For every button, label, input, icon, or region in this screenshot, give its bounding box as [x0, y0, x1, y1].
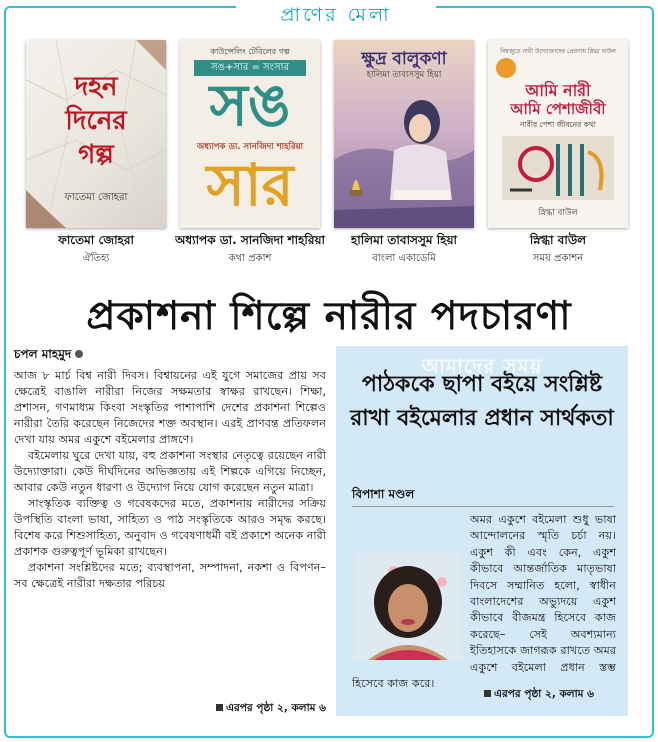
- book-author: স্নিগ্ধা বাউল: [529, 233, 587, 247]
- cover-big-top: সঙ: [209, 71, 291, 139]
- author-photo: [354, 552, 462, 660]
- square-bullet-icon: [484, 690, 491, 697]
- left-continued: [212, 701, 326, 718]
- book-cover-3: [334, 40, 474, 228]
- author-portrait-illustration: [354, 552, 462, 660]
- cover-author: হালিমা তাবাসসুম হিয়া: [366, 70, 442, 80]
- left-article: [14, 346, 326, 726]
- watermark: আমাদের সময়: [421, 354, 543, 378]
- left-byline: [14, 346, 326, 366]
- book-cover-2: [180, 40, 320, 228]
- woman-writing-illustration: [334, 40, 474, 228]
- divider: [352, 506, 614, 507]
- right-body-text: অমর একুশে বইমেলা শুধু ভাষা আন্দোলনের স্মৃতি চর্চা নয়। একুশ কী এবং কেন, একুশ কীভাবে আন্তর্জাতিক মাতৃভাষা দিবসে সম্মানিত হলো, স্বাধীন বাংলাদেশের অভ্যুদয়ে একুশ কীভাবে বীজমন্ত্র হিসেবে কাজ করেছে– সেই অবশ্যমান্য ইতিহাসকে জাগরূক রাখতে অমর একুশে বইমেলা প্রধান স্তম্ভ হিসেবে কাজ করে।: [352, 513, 616, 691]
- book-cover-1: [26, 40, 166, 228]
- section-title: প্রাণের মেলা: [236, 4, 436, 28]
- cover-author: অধ্যাপক ডা. সানজিদা শাহরিয়া: [196, 142, 304, 152]
- left-paragraph: সাংস্কৃতিক ব্যক্তিত্ব ও গবেষকদের মতে, প্রকাশনায় নারীদের সক্রিয় উপস্থিতি বাংলা ভাষা, সাহিত্য ও পাঠ সংস্কৃতিকে আরও সমৃদ্ধ করছে। বিশেষ করে শিশুসাহিত্য, অনুবাদ ও গবেষণাধর্মী বই প্রকাশে অনেক নারী প্রকাশক গুরুত্বপূর্ণ ভূমিকা রাখছেন।: [14, 497, 326, 558]
- left-paragraph: আজ ৮ মার্চ বিশ্ব নারী দিবস। বিশ্বায়নের এই যুগে সমাজের প্রায় সব ক্ষেত্রেই বাঙালি নারীরা নিজের সক্ষমতার স্বাক্ষর রাখছেন। শিক্ষা, প্রশাসন, গণমাধ্যম কিংবা সংস্কৃতির পাশাপাশি দেশের প্রকাশনা শিল্পেও নারীরা তৈরি করেছেন নিজেদের শক্ত অবস্থান। এরই প্রাণবন্ত প্রতিফলন দেখা যায় অমর একুশে বইমেলার প্রাঙ্গণে।: [14, 369, 326, 446]
- book-publisher: বাংলা একাডেমি: [372, 253, 436, 264]
- cover-title-line: গল্প: [78, 140, 114, 170]
- cover-subtitle: নারীর পেশা জীবনের কথা: [520, 120, 596, 129]
- book-author: অধ্যাপক ডা. সানজিদা শাহরিয়া: [174, 233, 325, 247]
- byline-dot-icon: [75, 350, 83, 358]
- main-headline: প্রকাশনা শিল্পে নারীর পদচারণা: [86, 294, 572, 339]
- right-article: [336, 346, 628, 716]
- left-paragraph: প্রকাশনা সংশ্লিষ্টদের মতে; ব্যবস্থাপনা, সম্পাদনা, নকশা ও বিপণন– সব ক্ষেত্রেই নারীরা দক্ষতার পরিচয়: [14, 561, 326, 590]
- cover-title-line: দহন: [74, 72, 118, 102]
- right-headline: পাঠককে ছাপা বইয়ে সংশ্লিষ্ট রাখা বইমেলার প্রধান সার্থকতা: [350, 372, 614, 431]
- cover-author: ফাতেমা জোহরা: [64, 192, 128, 203]
- cover-title: আমি নারী: [525, 81, 591, 100]
- cover-title: ক্ষুদ্র বালুকণা: [361, 49, 447, 69]
- right-byline: বিপাশা মণ্ডল: [352, 487, 415, 501]
- book-author: ফাতেমা জোহরা: [58, 233, 134, 247]
- book-publisher: সময় প্রকাশন: [532, 253, 584, 264]
- abstract-woman-illustration: [488, 40, 628, 228]
- left-continued-text: এরপর পৃষ্ঠা ২, কলাম ৬: [226, 702, 326, 714]
- cover-author: স্নিগ্ধা বাউল: [538, 208, 578, 218]
- book-cover-4: [488, 40, 628, 228]
- cover-equation: সঙ+সার = সংসার: [194, 60, 306, 76]
- right-continued-text: এরপর পৃষ্ঠা ২, কলাম ৬: [494, 688, 594, 700]
- cover-tagline: বিশ্বজুড়ে নারী উদ্যোক্তাদের প্রেরণায় স্নিগ্ধা বাউল: [500, 48, 616, 55]
- cover-big-bottom: সার: [206, 151, 294, 219]
- left-byline-name: চপল মাহমুদ: [14, 347, 72, 361]
- book-publisher: ঐতিহ্য: [82, 253, 110, 264]
- square-bullet-icon: [216, 704, 223, 711]
- cover-series: কাউন্সেলিং টেবিলের গল্প: [210, 47, 290, 56]
- book-author: হালিমা তাবাসসুম হিয়া: [350, 233, 458, 247]
- right-continued: [484, 687, 594, 704]
- book-publisher: কথা প্রকাশ: [228, 253, 272, 264]
- cover-title: আমি পেশাজীবী: [510, 100, 606, 118]
- cover-title-line: দিনের: [65, 106, 127, 136]
- left-paragraph: বইমেলায় ঘুরে দেখা যায়, বহু প্রকাশনা সংস্থার নেতৃত্বে রয়েছেন নারী উদ্যোক্তারা। কেউ দীর্ঘদিনের অভিজ্ঞতায় এই শিল্পকে এগিয়ে নিচ্ছেন, আবার কেউ নতুন ধারণা ও উদ্যোগ নিয়ে যোগ করেছেন নতুন মাত্রা।: [14, 449, 326, 494]
- book-covers-row: [20, 40, 640, 280]
